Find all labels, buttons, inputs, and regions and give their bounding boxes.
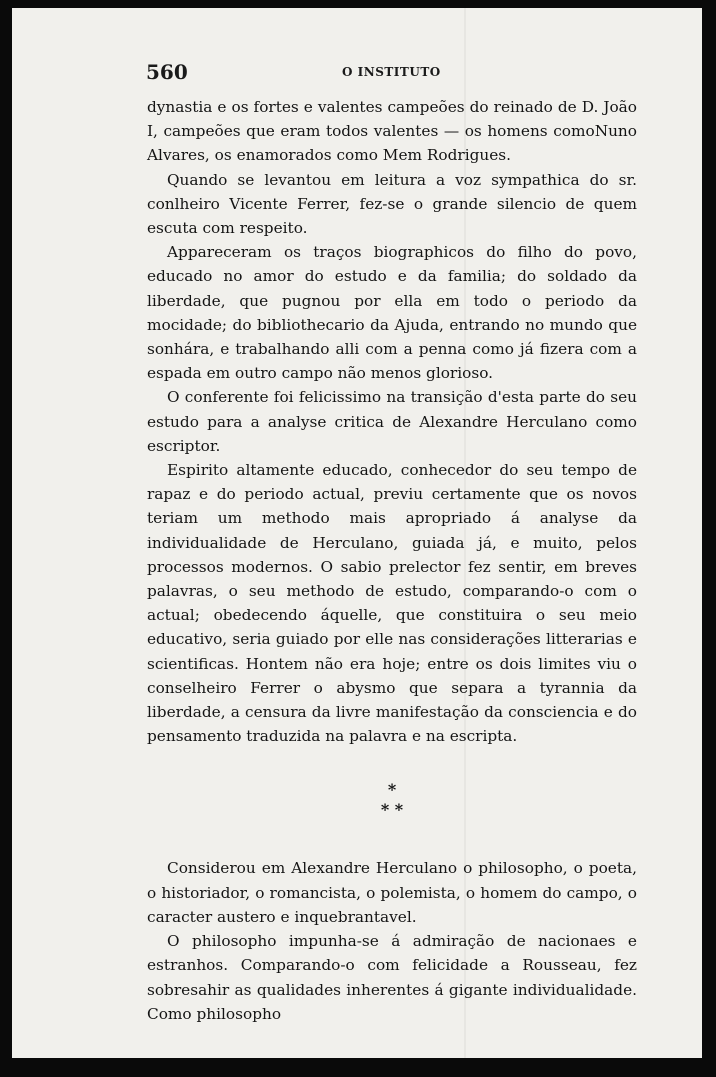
section-separator [147, 780, 637, 820]
body-text [147, 95, 637, 1026]
paragraph-4: O conferente foi felicissimo na transição d'esta parte do seu estudo para a analyse critica de Alexandre Herculano como escriptor. [147, 388, 637, 455]
journal-title: O INSTITUTO [342, 65, 441, 79]
paragraph-6: Considerou em Alexandre Herculano o philosopho, o poeta, o historiador, o romancista, o polemista, o homem do campo, o caracter austero e inquebrantavel. [147, 859, 637, 926]
book-page [12, 8, 702, 1058]
separator-asterisks-bottom: * * [380, 800, 404, 820]
paragraph-1: dynastia e os fortes e valentes campeões do reinado de D. João I, campeões que eram todos valentes — os homens comoNuno Alvares, os enamorados como Mem Rodrigues. [147, 98, 637, 165]
separator-asterisk-top: * [387, 780, 397, 800]
paragraph-2: Quando se levantou em leitura a voz sympathica do sr. conlheiro Vicente Ferrer, fez-se o grande silencio de quem escuta com respeito. [147, 170, 637, 238]
running-head [146, 60, 636, 86]
page-number: 560 [146, 60, 188, 84]
paragraph-7: O philosopho impunha-se á admiração de nacionaes e estranhos. Comparando-o com felicidade a Rousseau, fez sobresahir as qualidades inherentes á gigante individualidade. Como philosopho [147, 932, 637, 1023]
paragraph-5: Espirito altamente educado, conhecedor do seu tempo de rapaz e do periodo actual, previu certamente que os novos teriam um methodo mais apropriado á analyse da individualidade de Herculano, guiada já, e muito, pelos processos modernos. O sabio prelector fez sentir, em breves palavras, o seu methodo de estudo, comparando-o com o actual; obedecendo áquelle, que constituira o seu meio educativo, seria guiado por elle nas considerações litterarias e scientificas. Hontem não era hoje; entre os dois limites viu o conselheiro Ferrer o abysmo que separa a tyrannia da liberdade, a censura da livre manifestação da consciencia e do pensamento traduzida na palavra e na escripta. [147, 461, 637, 746]
paragraph-3: Appareceram os traços biographicos do filho do povo, educado no amor do estudo e da familia; do soldado da liberdade, que pugnou por ella em todo o periodo da mocidade; do bibliothecario da Ajuda, entrando no mundo que sonhára, e trabalhando alli com a penna como já fizera com a espada em outro campo não menos glorioso. [147, 243, 637, 383]
